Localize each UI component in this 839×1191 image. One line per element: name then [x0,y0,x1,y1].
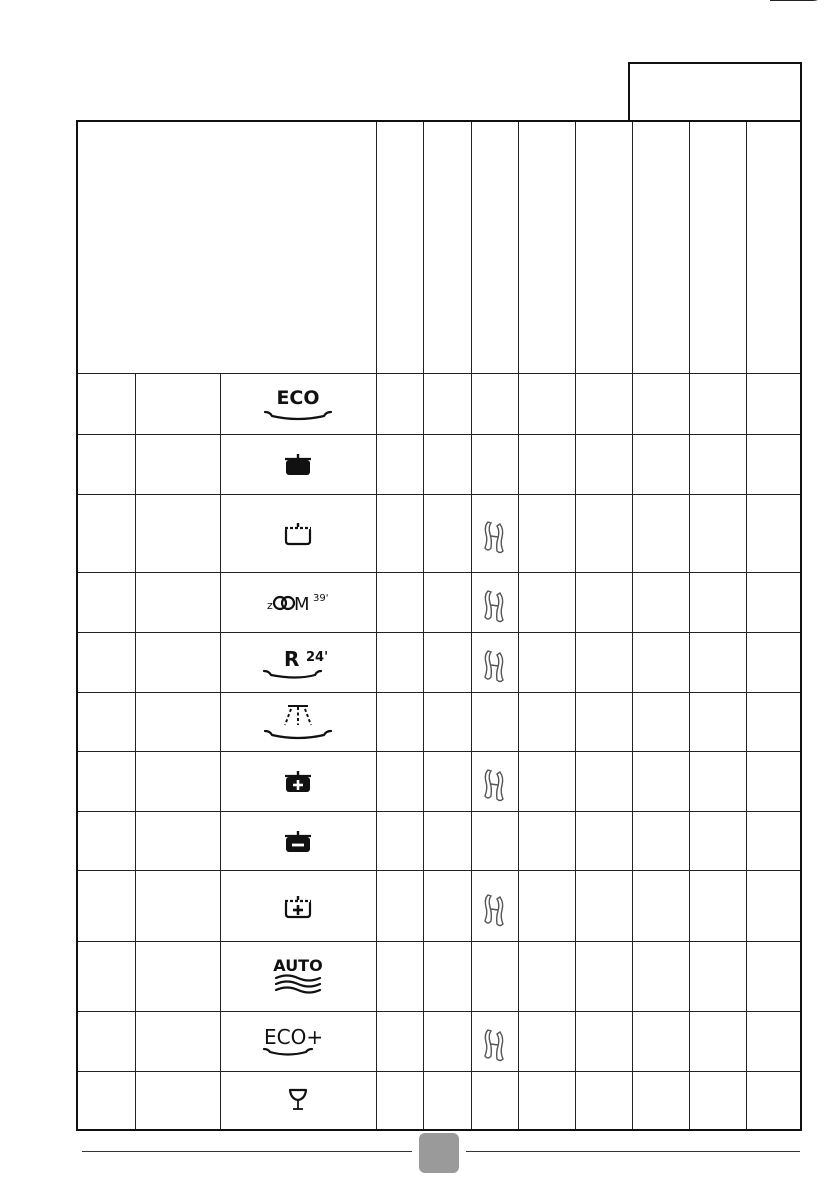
dual-spray-arm-icon [471,1015,518,1075]
col-divider [575,122,576,1129]
rapid-letter: R [284,647,300,671]
row-divider [78,1011,800,1012]
dual-spray-arm-icon [471,874,518,945]
row-divider [78,572,800,573]
eco-label: ECO [276,386,320,409]
row-divider [78,494,800,495]
glass-icon [220,1071,376,1129]
auto-program-icon [220,941,376,1011]
pot-outline-icon [220,494,376,572]
zoom-prefix: z [267,599,273,612]
footer-rule-left [82,1151,412,1152]
dual-spray-arm-icon [471,498,518,576]
row-divider [78,811,800,812]
row-divider [78,632,800,633]
prewash-spray-icon [220,692,376,751]
row-divider [78,434,800,435]
row-divider [78,870,800,871]
corner-mark [770,0,839,2]
col-divider [423,122,424,1129]
eco-plus-icon [220,1011,376,1071]
auto-label: AUTO [273,956,323,975]
pot-plus-outline-icon [220,870,376,941]
intensive-pot-filled-icon [220,434,376,494]
row-divider [78,1071,800,1072]
zoom-minutes: 39' [313,593,329,604]
pot-plus-filled-icon [220,751,376,811]
header-divider [78,373,800,374]
page-number-badge [419,1133,459,1173]
col-divider [518,122,519,1129]
row-divider [78,692,800,693]
col-divider [689,122,690,1129]
col-divider [746,122,747,1129]
row-divider [78,751,800,752]
zoom-39-icon [220,572,376,632]
eco-plus-label: ECO+ [264,1025,324,1049]
zoom-letter: M [294,594,310,615]
footer-rule-right [466,1151,800,1152]
dual-spray-arm-icon [471,636,518,696]
dual-spray-arm-icon [471,755,518,815]
col-divider [632,122,633,1129]
row-divider [78,941,800,942]
rapid-24-icon [220,632,376,692]
col-divider [376,122,377,1129]
rapid-minutes: 24' [306,650,329,665]
programme-table [76,120,802,1131]
pot-minus-filled-icon [220,811,376,870]
eco-program-icon [220,373,376,434]
header-box [628,62,802,121]
dual-spray-arm-icon [471,576,518,636]
